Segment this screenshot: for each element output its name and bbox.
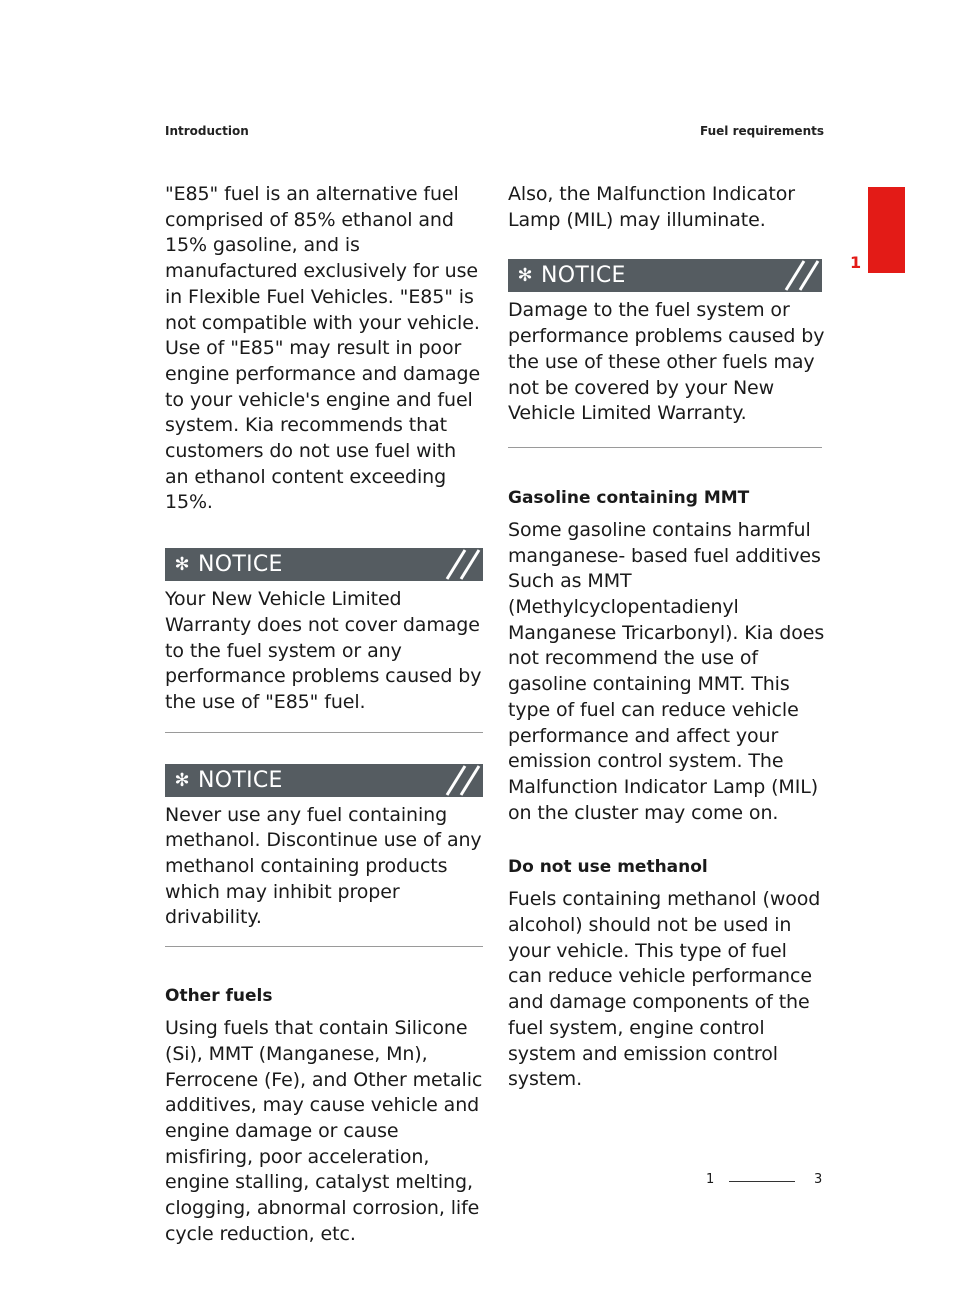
notice-slash-icon [778, 259, 822, 292]
header-section-title: Introduction [165, 124, 249, 138]
methanol-heading: Do not use methanol [508, 857, 708, 878]
notice-banner-e85 [165, 548, 483, 581]
notice-warranty-text: Damage to the fuel system or performance problems caused by the use of these other fuels may not be covered by your New Vehicle Limited Warranty. [508, 299, 825, 425]
notice-banner-methanol [165, 764, 483, 797]
notice-e85-text: Your New Vehicle Limited Warranty does not cover damage to the fuel system or any performance problems caused by the use of "E85" fuel. [165, 588, 482, 713]
notice-slash-icon [439, 548, 483, 581]
notice-label: NOTICE [541, 263, 626, 289]
footer-chapter-number: 1 [706, 1172, 715, 1187]
chapter-tab [868, 187, 905, 273]
header-page-topic: Fuel requirements [700, 124, 824, 138]
footer-page-number: 3 [814, 1172, 823, 1187]
mil-intro-paragraph: Also, the Malfunction Indicator Lamp (MIL) may illuminate. [508, 183, 795, 231]
other-fuels-paragraph: Using fuels that contain Silicone (Si), MMT (Manganese, Mn), Ferrocene (Fe), and Other metalic additives, may cause vehicle and engine damage or cause misfiring, poor acceleration, engine stalling, catalyst melting, clogging, abnormal corrosion, life cycle reduction, etc. [165, 1017, 483, 1245]
divider [508, 447, 822, 448]
e85-intro-paragraph: "E85" fuel is an alternative fuel comprised of 85% ethanol and 15% gasoline, and is manufactured exclusively for use in Flexible Fuel Vehicles. "E85" is not compatible with your vehicle. Use of "E85" may result in poor engine performance and damage to your vehicle's engine and fuel system. Kia recommends that customers do not use fuel with an ethanol content exceeding 15%. [165, 183, 481, 514]
notice-methanol-text: Never use any fuel containing methanol. Discontinue use of any methanol containing products which may inhibit proper drivability. [165, 803, 482, 929]
mmt-paragraph: Some gasoline contains harmful manganese- based fuel additives Such as MMT (Methylcyclopentadienyl Manganese Tricarbonyl). Kia does not recommend the use of gasoline containing MMT. This type of fuel can reduce vehicle performance and affect your emission control system. The Malfunction Indicator Lamp (MIL) on the cluster may come on. [508, 518, 825, 824]
footer-divider [729, 1181, 795, 1182]
methanol-paragraph: Fuels containing methanol (wood alcohol) should not be used in your vehicle. This type of fuel can reduce vehicle performance and damage components of the fuel system, engine control system and emission control system. [508, 888, 821, 1091]
mmt-heading: Gasoline containing MMT [508, 487, 750, 508]
notice-star-icon: ✻ [174, 554, 190, 576]
notice-label: NOTICE [198, 767, 283, 793]
right-column [508, 182, 826, 1093]
notice-star-icon: ✻ [174, 769, 190, 791]
left-column [165, 182, 483, 1248]
notice-slash-icon [439, 764, 483, 797]
divider [165, 732, 483, 733]
notice-label: NOTICE [198, 552, 283, 578]
other-fuels-heading: Other fuels [165, 986, 273, 1007]
divider [165, 946, 483, 947]
notice-banner-warranty [508, 259, 822, 292]
notice-star-icon: ✻ [517, 265, 533, 287]
chapter-tab-number: 1 [850, 253, 862, 272]
